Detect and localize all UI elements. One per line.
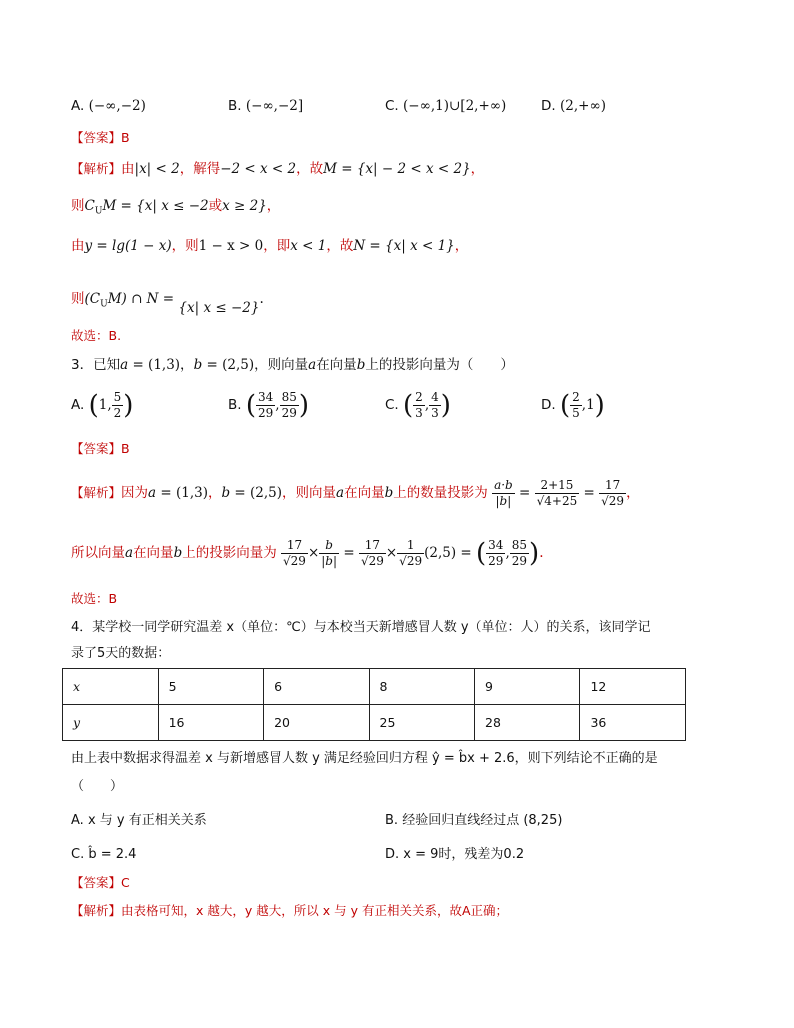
numerator: 17	[281, 538, 308, 554]
q2-conclusion: 故选：B.	[71, 328, 122, 343]
analysis-tag: 【解析】	[71, 485, 122, 500]
math: ,1	[581, 397, 595, 413]
table-row	[63, 705, 686, 741]
text: ，	[207, 485, 222, 501]
table-cell: 28	[475, 705, 580, 741]
text: 在向量	[316, 357, 357, 373]
analysis-text: 由表格可知，x 越大，y 越大，所以 x 与 y 有正相关关系，故A正确；	[121, 903, 508, 918]
fraction	[486, 538, 505, 569]
vector-a: a	[336, 485, 345, 501]
text: ，解得	[179, 161, 221, 177]
option-text: (2,+∞)	[559, 98, 606, 114]
option-letter: D.	[541, 397, 556, 413]
text: 则	[71, 198, 85, 214]
numerator: 17	[359, 538, 386, 554]
answer-value: C	[121, 875, 130, 890]
option-letter: C.	[385, 397, 399, 413]
vector-a: a	[148, 485, 157, 501]
text: ，即	[263, 238, 291, 254]
q3-analysis-line-2: 所以向量a在向量b上的投影向量为 $\frac{17}{√29}$ × $\frac{b}{|b|}$ = $\frac{17}{√29}$ × $\frac{1}{√29}$ (2,5) = ( $\frac{34}{29}$ , $\frac{85}{29}$ ).	[71, 538, 544, 569]
math: M = {x| x ≤ −2	[102, 198, 209, 214]
q2-analysis-line-4	[71, 290, 264, 314]
math: = (2,5)	[202, 357, 255, 373]
q4-question-line-2: （ ）	[71, 779, 124, 794]
vector-b: b	[384, 485, 394, 501]
q2-option-c	[385, 97, 506, 115]
analysis-tag: 【解析】	[71, 903, 122, 918]
table-cell: 6	[264, 669, 369, 705]
denominator: √29	[601, 494, 625, 508]
option-letter: A.	[71, 397, 85, 413]
answer-tag: 【答案】	[71, 875, 122, 890]
option-text: (−∞,1)∪[2,+∞)	[403, 98, 507, 114]
table-cell: 20	[264, 705, 369, 741]
math: = (1,3)，	[128, 357, 194, 373]
denominator: |b|	[495, 494, 512, 508]
vector-b: b	[356, 357, 366, 373]
table-cell: 36	[580, 705, 686, 741]
q3-option-b: B. ( $\frac{34}{29}$ , $\frac{85}{29}$ )	[228, 390, 310, 421]
fraction	[280, 390, 299, 421]
text: ，则	[171, 238, 199, 254]
math: C	[84, 198, 95, 214]
text: ，	[626, 485, 640, 501]
text: 上的数量投影为	[393, 485, 488, 501]
fraction	[510, 538, 529, 569]
q4-data-table	[62, 668, 686, 741]
q4-stem-line-1: 4．某学校一同学研究温差 x（单位：℃）与本校当天新增感冒人数 y（单位：人）的关系，该同学记	[71, 620, 651, 635]
option-letter: B.	[385, 813, 399, 828]
text: ，故	[296, 161, 324, 177]
text: .	[259, 291, 264, 307]
math: y = lg(1 − x)	[84, 238, 172, 254]
option-letter: A.	[71, 813, 84, 828]
denominator: 2	[113, 406, 122, 420]
table-cell: 16	[158, 705, 263, 741]
text: 在向量	[344, 485, 385, 501]
numerator: 2	[415, 390, 423, 404]
numerator: 17	[599, 478, 626, 494]
math: |x| < 2	[134, 161, 180, 177]
math: M = {x| − 2 < x < 2}	[323, 161, 471, 177]
math: x ≥ 2}	[222, 198, 267, 214]
option-text: x = 9时，残差为0.2	[403, 847, 525, 862]
q2-answer	[71, 129, 130, 147]
numerator: 2	[572, 390, 580, 404]
denominator: 29	[488, 554, 504, 568]
q4-option-c	[71, 846, 136, 864]
fraction	[256, 390, 275, 421]
q4-option-a	[71, 812, 207, 830]
text: ，故	[326, 238, 354, 254]
q2-option-a	[71, 97, 146, 115]
fraction	[535, 478, 580, 509]
answer-value: B	[121, 441, 130, 456]
option-text: b̂ = 2.4	[88, 847, 137, 862]
numerator: 34	[488, 538, 504, 552]
q3-option-a: A. (1, $\frac{5}{2}$ )	[71, 390, 134, 421]
math: {x| x ≤ −2}	[178, 300, 260, 316]
vector-b: b	[221, 485, 231, 501]
fraction	[319, 538, 339, 569]
numerator: a·b	[494, 478, 513, 492]
math: −2 < x < 2	[220, 161, 297, 177]
denominator: 29	[258, 406, 274, 420]
table-cell: y	[63, 705, 159, 741]
option-letter: C.	[71, 847, 85, 862]
option-text: (−∞,−2)	[88, 98, 146, 114]
fraction	[570, 390, 582, 421]
q2-option-b	[228, 97, 303, 115]
q3-answer	[71, 440, 130, 458]
text: ，	[454, 238, 469, 254]
q4-stem-line-2: 录了5天的数据：	[71, 646, 171, 661]
text: 则	[71, 291, 85, 307]
option-letter: D.	[541, 98, 556, 114]
denominator: 3	[431, 406, 439, 420]
table-cell: 5	[158, 669, 263, 705]
numerator: 34	[258, 390, 274, 404]
table-cell: 9	[475, 669, 580, 705]
denominator: 5	[572, 406, 580, 420]
math-subscript: U	[94, 206, 103, 217]
vector-b: b	[173, 545, 183, 561]
fraction	[112, 390, 124, 421]
denominator: √4+25	[536, 494, 578, 508]
fraction	[492, 478, 515, 509]
fraction	[429, 390, 441, 421]
math: M) ∩ N =	[107, 291, 175, 307]
text: 在向量	[133, 545, 174, 561]
text: 上的投影向量为	[182, 545, 277, 561]
denominator: 3	[415, 406, 423, 420]
answer-tag: 【答案】	[71, 130, 122, 145]
option-letter: B.	[228, 397, 242, 413]
table-row	[63, 669, 686, 705]
option-letter: D.	[385, 847, 400, 862]
option-letter: B.	[228, 98, 242, 114]
numerator: 2+15	[535, 478, 580, 494]
math: (2,5)	[424, 545, 457, 561]
numerator: b	[319, 538, 339, 554]
vector-b: b	[193, 357, 203, 373]
text: 由	[71, 238, 85, 254]
q2-option-d	[541, 97, 606, 115]
analysis-tag: 【解析】	[71, 161, 122, 176]
table-cell: x	[63, 669, 159, 705]
q2-analysis-line-3	[71, 237, 468, 255]
numerator: 4	[431, 390, 439, 404]
table-cell: 12	[580, 669, 686, 705]
math: N = {x| x < 1}	[353, 238, 455, 254]
denominator: √29	[283, 554, 306, 568]
denominator: √29	[360, 554, 384, 568]
denominator: 29	[281, 406, 297, 420]
fraction	[281, 538, 308, 569]
q4-option-b	[385, 812, 562, 830]
numerator: 5	[113, 390, 122, 404]
math: 1 − x > 0	[198, 238, 264, 254]
q4-answer	[71, 874, 130, 892]
q4-question-line-1: 由上表中数据求得温差 x 与新增感冒人数 y 满足经验回归方程 ŷ = b̂x + 2.6，则下列结论不正确的是	[71, 751, 658, 766]
q3-option-d: D. ( $\frac{2}{5}$ ,1)	[541, 390, 605, 421]
q2-analysis-line-2	[71, 197, 280, 221]
numerator: 1	[397, 538, 424, 554]
text: ，	[266, 198, 281, 214]
text: 或	[208, 198, 223, 214]
option-text: x 与 y 有正相关关系	[87, 813, 207, 828]
text: 由	[121, 161, 135, 177]
text: 因为	[121, 485, 149, 501]
q3-conclusion: 故选：B	[71, 591, 118, 606]
q2-analysis-line-1	[71, 160, 484, 178]
text: ，则向量	[282, 485, 337, 501]
option-text: (−∞,−2]	[245, 98, 304, 114]
math-subscript: U	[100, 299, 108, 310]
vector-a: a	[120, 357, 129, 373]
text: 3．已知	[71, 357, 121, 373]
fraction	[599, 478, 626, 509]
answer-tag: 【答案】	[71, 441, 122, 456]
option-letter: A.	[71, 98, 85, 114]
numerator: 85	[511, 538, 528, 552]
option-letter: C.	[385, 98, 399, 114]
denominator: |b|	[321, 554, 338, 568]
denominator: 29	[511, 554, 528, 568]
math: = (1,3)	[156, 485, 208, 501]
answer-value: B	[121, 130, 130, 145]
table-cell: 8	[369, 669, 474, 705]
q4-analysis	[71, 902, 508, 920]
vector-a: a	[125, 545, 134, 561]
vector-a: a	[308, 357, 317, 373]
math: (C	[84, 291, 101, 307]
q3-option-c: C. ( $\frac{2}{3}$ , $\frac{4}{3}$ )	[385, 390, 451, 421]
math: 1,	[98, 397, 112, 413]
fraction	[359, 538, 386, 569]
text: ，则向量	[254, 357, 309, 373]
fraction	[413, 390, 425, 421]
q3-stem	[71, 356, 514, 374]
text: ，	[470, 161, 485, 177]
text: .	[539, 545, 544, 561]
numerator: 85	[281, 390, 297, 404]
q3-analysis-line-1: 【解析】因为a = (1,3)，b = (2,5)，则向量a在向量b上的数量投影为 $\frac{a\cdot b}{|b|}$ = $\frac{2+15}{√4+25}$ = $\frac{17}{√29}$ ，	[71, 478, 640, 508]
text: 上的投影向量为（ ）	[365, 357, 514, 373]
math: = (2,5)	[230, 485, 283, 501]
text: 所以向量	[71, 545, 125, 561]
q4-option-d	[385, 846, 524, 864]
denominator: √29	[399, 554, 423, 568]
math: x < 1	[290, 238, 327, 254]
option-text: 经验回归直线经过点 (8,25)	[402, 813, 563, 828]
table-cell: 25	[369, 705, 474, 741]
fraction	[397, 538, 424, 569]
